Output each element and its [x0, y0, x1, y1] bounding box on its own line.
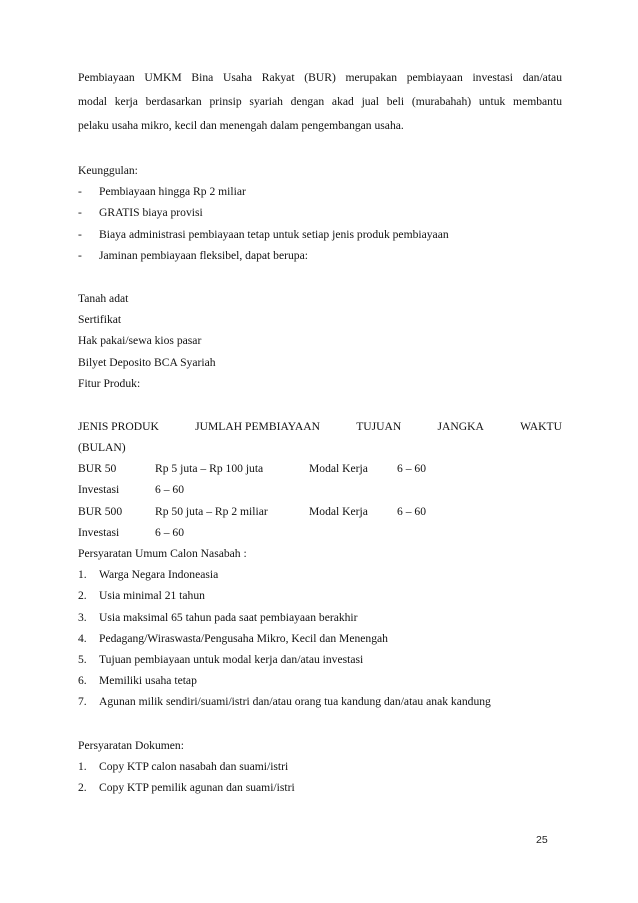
page-number: 25	[536, 834, 548, 846]
list-number: 3.	[78, 610, 87, 624]
keunggulan-heading: Keunggulan:	[78, 164, 138, 177]
persyaratan-umum-heading: Persyaratan Umum Calon Nasabah :	[78, 547, 247, 560]
list-item-text: Memiliki usaha tetap	[99, 674, 197, 688]
jaminan-item: Sertifikat	[78, 313, 122, 327]
header-cell: TUJUAN	[356, 419, 402, 433]
keunggulan-item-text: Jaminan pembiayaan fleksibel, dapat berupa:	[99, 248, 308, 262]
table-cell: Rp 5 juta – Rp 100 juta	[155, 462, 264, 476]
table-cell: BUR 500	[78, 504, 123, 518]
table-cell: Investasi	[78, 483, 120, 497]
intro-paragraph	[78, 66, 562, 138]
table-cell: Investasi	[78, 525, 120, 539]
table-row	[78, 522, 562, 543]
list-item	[78, 670, 562, 691]
list-item	[78, 691, 562, 712]
list-item	[78, 607, 562, 628]
list-item-text: Copy KTP calon nasabah dan suami/istri	[99, 759, 289, 773]
list-item-text: Tujuan pembiayaan untuk modal kerja dan/atau investasi	[99, 652, 364, 666]
keunggulan-item	[78, 224, 562, 245]
table-cell: Modal Kerja	[309, 504, 368, 518]
document-page	[78, 66, 562, 798]
table-cell: 6 – 60	[155, 525, 184, 539]
list-item	[78, 628, 562, 649]
header-wrap: (BULAN)	[78, 441, 126, 455]
header-cell: JUMLAH PEMBIAYAAN	[195, 419, 320, 433]
bullet-marker: -	[78, 185, 82, 199]
table-cell: 6 – 60	[397, 462, 426, 476]
list-item-text: Usia minimal 21 tahun	[99, 589, 205, 603]
list-item	[78, 564, 562, 585]
list-number: 6.	[78, 674, 87, 688]
list-item-text: Warga Negara Indoneasia	[99, 568, 219, 582]
header-cell: JANGKA	[437, 419, 484, 433]
list-item-text: Agunan milik sendiri/suami/istri dan/atau orang tua kandung dan/atau anak kandung	[99, 695, 491, 709]
table-cell: 6 – 60	[397, 504, 426, 518]
persyaratan-dokumen-heading: Persyaratan Dokumen:	[78, 738, 184, 752]
list-item-text: Usia maksimal 65 tahun pada saat pembiayaan berakhir	[99, 610, 358, 624]
table-cell: Rp 50 juta – Rp 2 miliar	[155, 504, 268, 518]
jaminan-item: Bilyet Deposito BCA Syariah	[78, 355, 216, 369]
jaminan-item: Hak pakai/sewa kios pasar	[78, 334, 202, 348]
fitur-table-header	[78, 416, 562, 437]
list-item	[78, 649, 562, 670]
list-item	[78, 585, 562, 606]
table-row	[78, 458, 562, 479]
list-item	[78, 756, 562, 777]
list-item-text: Pedagang/Wiraswasta/Pengusaha Mikro, Kecil dan Menengah	[99, 631, 388, 645]
header-cell: JENIS PRODUK	[78, 419, 159, 433]
table-cell: BUR 50	[78, 462, 117, 476]
list-number: 5.	[78, 652, 87, 666]
intro-line: Pembiayaan UMKM Bina Usaha Rakyat (BUR) merupakan pembiayaan investasi dan/atau	[78, 71, 562, 84]
keunggulan-item-text: Biaya administrasi pembiayaan tetap untuk setiap jenis produk pembiayaan	[99, 227, 449, 241]
intro-line: pelaku usaha mikro, kecil dan menengah dalam pengembangan usaha.	[78, 119, 404, 132]
jaminan-item: Tanah adat	[78, 291, 129, 305]
bullet-marker: -	[78, 227, 82, 241]
list-number: 2.	[78, 780, 87, 794]
fitur-heading: Fitur Produk:	[78, 376, 141, 390]
list-number: 4.	[78, 631, 87, 645]
list-item	[78, 777, 562, 798]
list-number: 7.	[78, 695, 87, 709]
list-number: 1.	[78, 759, 87, 773]
list-number: 2.	[78, 589, 87, 603]
table-row	[78, 479, 562, 500]
table-cell: 6 – 60	[155, 483, 184, 497]
bullet-marker: -	[78, 206, 82, 220]
bullet-marker: -	[78, 248, 82, 262]
keunggulan-item	[78, 245, 562, 266]
keunggulan-item	[78, 181, 562, 202]
keunggulan-item-text: Pembiayaan hingga Rp 2 miliar	[99, 185, 246, 199]
list-number: 1.	[78, 568, 87, 582]
list-item-text: Copy KTP pemilik agunan dan suami/istri	[99, 780, 295, 794]
keunggulan-item-text: GRATIS biaya provisi	[99, 206, 203, 220]
table-cell: Modal Kerja	[309, 462, 368, 476]
header-cell: WAKTU	[520, 419, 562, 433]
keunggulan-item	[78, 202, 562, 223]
intro-line: modal kerja berdasarkan prinsip syariah dengan akad jual beli (murabahah) untuk membantu	[78, 95, 562, 108]
table-row	[78, 501, 562, 522]
